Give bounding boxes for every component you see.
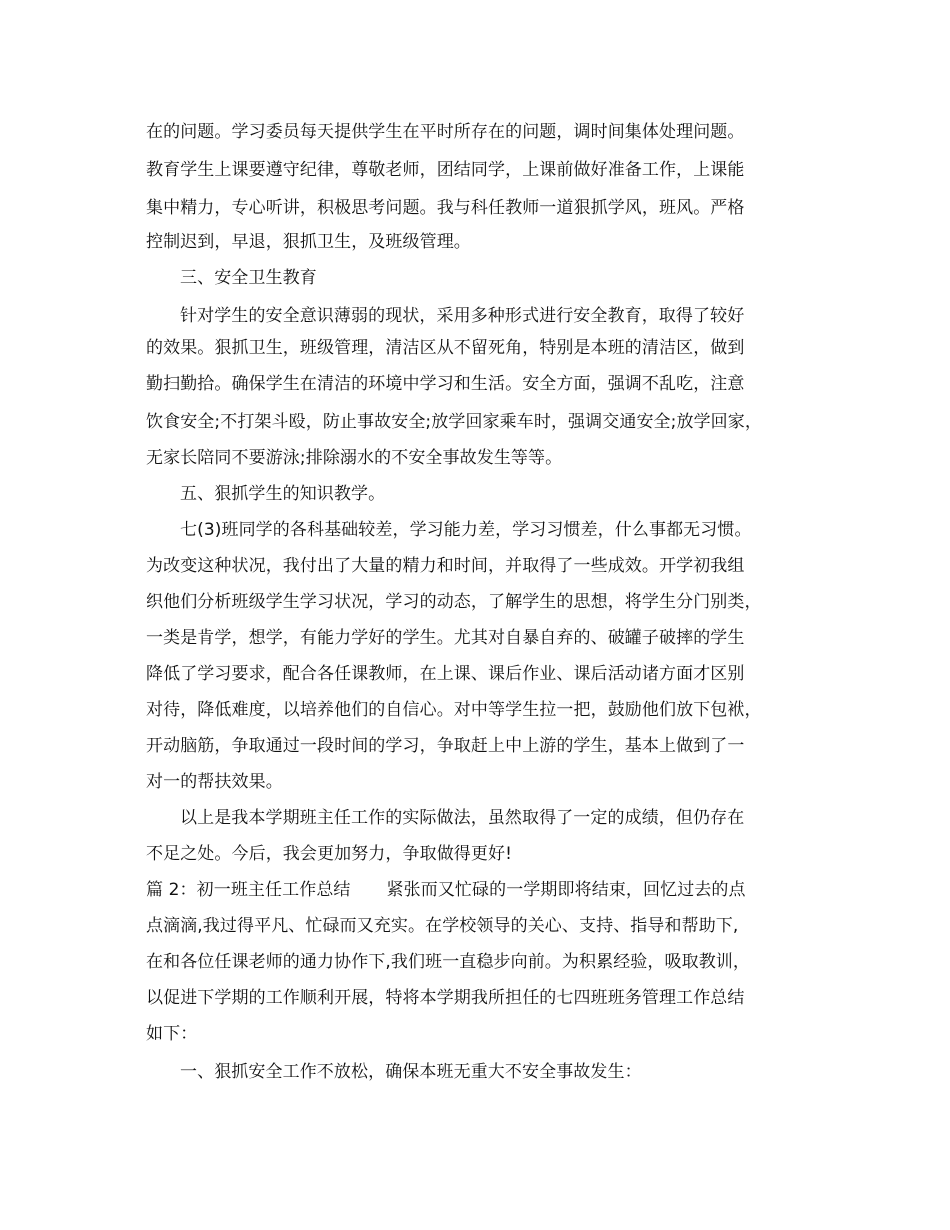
body-text-line: 七(3)班同学的各科基础较差，学习能力差，学习习惯差，什么事都无习惯。	[180, 520, 752, 540]
body-text-line: 织他们分析班级学生学习状况，学习的动态，了解学生的思想，将学生分门别类，	[146, 592, 762, 612]
body-text-line: 以促进下学期的工作顺利开展，特将本学期我所担任的七四班班务管理工作总结	[146, 988, 745, 1008]
body-text-line: 点滴滴,我过得平凡、忙碌而又充实。在学校领导的关心、支持、指导和帮助下,	[146, 916, 739, 936]
body-text-line: 降低了学习要求，配合各任课教师，在上课、课后作业、课后活动诸方面才区别	[146, 664, 745, 684]
section-heading: 五、狠抓学生的知识教学。	[180, 484, 386, 504]
body-text-line: 对待，降低难度，以培养他们的自信心。对中等学生拉一把，鼓励他们放下包袱，	[146, 700, 762, 720]
section-heading: 三、安全卫生教育	[180, 268, 317, 288]
body-text-line: 无家长陪同不要游泳;排除溺水的不安全事故发生等等。	[146, 448, 563, 468]
body-text-line: 勤扫勤拾。确保学生在清洁的环境中学习和生活。安全方面，强调不乱吃，注意	[146, 374, 745, 394]
body-text-line: 以上是我本学期班主任工作的实际做法，虽然取得了一定的成绩，但仍存在	[180, 808, 745, 828]
body-text-line: 如下：	[146, 1024, 198, 1044]
body-text-line: 为改变这种状况，我付出了大量的精力和时间，并取得了一些成效。开学初我组	[146, 556, 745, 576]
body-text-line: 紧张而又忙碌的一学期即将结束，回忆过去的点	[386, 880, 746, 900]
body-text-line: 开动脑筋，争取通过一段时间的学习，争取赶上中上游的学生，基本上做到了一	[146, 736, 745, 756]
section-heading: 一、狠抓安全工作不放松，确保本班无重大不安全事故发生：	[180, 1062, 642, 1082]
body-text-line: 在的问题。学习委员每天提供学生在平时所存在的问题，调时间集体处理问题。	[146, 122, 745, 142]
body-text-line: 集中精力，专心听讲，积极思考问题。我与科任教师一道狠抓学风，班风。严格	[146, 198, 745, 218]
body-text-line: 的效果。狠抓卫生，班级管理，清洁区从不留死角，特别是本班的清洁区，做到	[146, 338, 745, 358]
body-text-line: 教育学生上课要遵守纪律，尊敬老师，团结同学，上课前做好准备工作，上课能	[146, 160, 745, 180]
body-text-line: 一类是肯学，想学，有能力学好的学生。尤其对自暴自弃的、破罐子破摔的学生	[146, 628, 745, 648]
body-text-line: 针对学生的安全意识薄弱的现状，采用多种形式进行安全教育，取得了较好	[180, 306, 745, 326]
body-text-line: 饮食安全;不打架斗殴，防止事故安全;放学回家乘车时，强调交通安全;放学回家，	[146, 412, 762, 432]
article-title-line	[146, 878, 746, 902]
body-text-line: 在和各位任课老师的通力协作下,我们班一直稳步向前。为积累经验，吸取教训，	[146, 952, 751, 972]
article-title: 篇 2：初一班主任工作总结	[146, 880, 351, 900]
body-text-line: 不足之处。今后，我会更加努力，争取做得更好!	[146, 844, 513, 864]
body-text-line: 对一的帮扶效果。	[146, 772, 283, 792]
body-text-line: 控制迟到，早退，狠抓卫生，及班级管理。	[146, 232, 471, 252]
